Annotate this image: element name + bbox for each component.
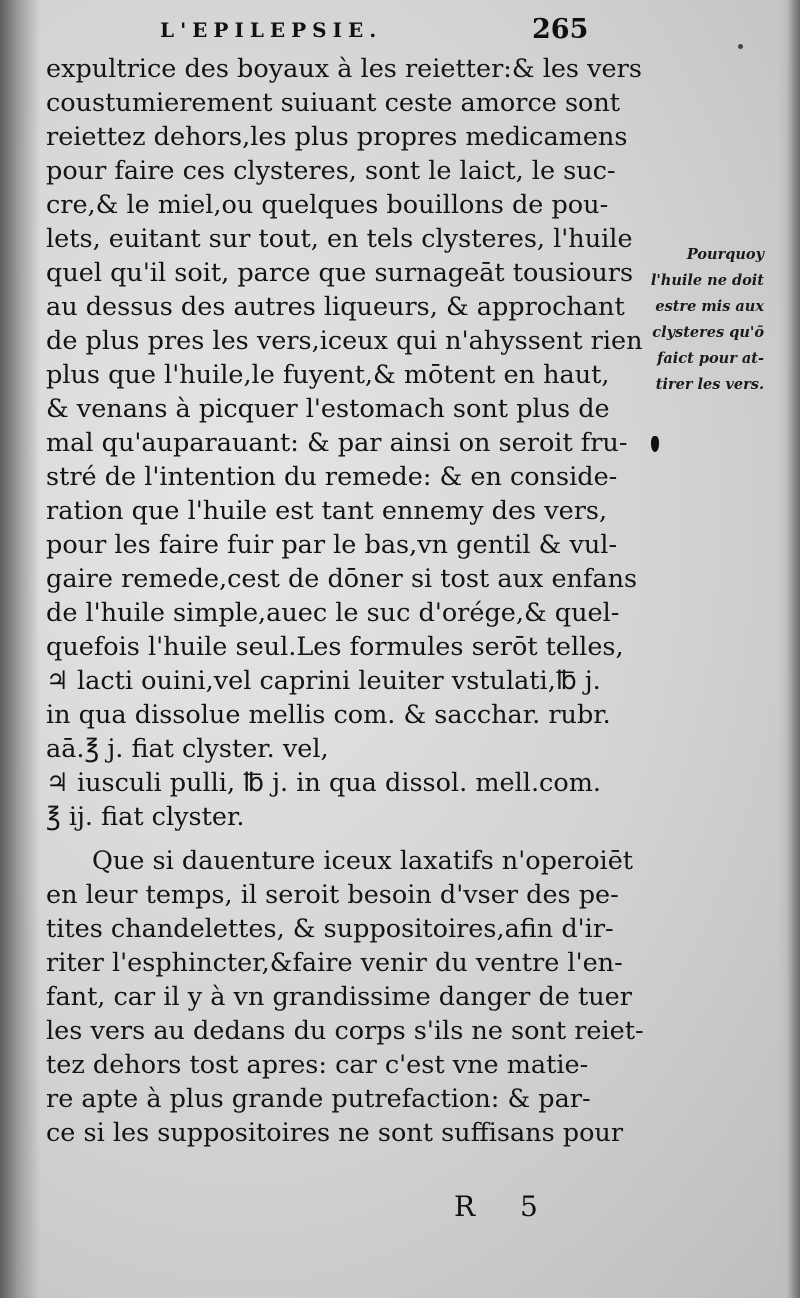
text-line: ration que l'huile est tant ennemy des vers, — [46, 496, 608, 526]
text-line: tez dehors tost apres: car c'est vne matie- — [46, 1050, 589, 1080]
text-line: Que si dauenture iceux laxatifs n'operoiēt — [92, 846, 634, 876]
text-line: de plus pres les vers,iceux qui n'ahyssent rien — [46, 326, 643, 356]
text-line: tites chandelettes, & suppositoires,afin d'ir- — [46, 914, 614, 944]
margin-note-line: l'huile ne doit — [650, 272, 764, 289]
recipe-line: in qua dissolue mellis com. & sacchar. rubr. — [46, 700, 611, 730]
ink-mark — [651, 436, 659, 452]
text-line: fant, car il y à vn grandissime danger de tuer — [46, 982, 632, 1012]
text-line: pour les faire fuir par le bas,vn gentil & vul- — [46, 530, 618, 560]
text-line: quefois l'huile seul.Les formules serōt telles, — [46, 632, 624, 662]
main-text — [46, 52, 644, 1150]
recipe-line: ℥ ij. fiat clyster. — [46, 802, 245, 832]
page-number: 265 — [532, 14, 589, 45]
text-line: re apte à plus grande putrefaction: & par- — [46, 1084, 591, 1114]
page-edge — [778, 0, 800, 1298]
text-line: expultrice des boyaux à les reietter:& les vers — [46, 54, 642, 84]
page-header — [160, 16, 590, 50]
text-line: cre,& le miel,ou quelques bouillons de pou- — [46, 190, 609, 220]
margin-note-line: tirer les vers. — [655, 376, 764, 393]
text-line: reiettez dehors,les plus propres medicamens — [46, 122, 628, 152]
margin-note-line: estre mis aux — [655, 298, 764, 315]
text-line: mal qu'auparauant: & par ainsi on seroit fru- — [46, 428, 628, 458]
text-line: gaire remede,cest de dōner si tost aux enfans — [46, 564, 638, 594]
recipe-line: ♃ iusculi pulli, ℔ j. in qua dissol. mell.com. — [46, 768, 601, 798]
text-line: lets, euitant sur tout, en tels clysteres, l'huile — [46, 224, 633, 254]
marginal-note — [596, 242, 764, 398]
text-line: quel qu'il soit, parce que surnageāt tousiours — [46, 258, 634, 288]
margin-note-line: faict pour at- — [657, 350, 764, 367]
text-line: coustumierement suiuant ceste amorce sont — [46, 88, 621, 118]
text-line: plus que l'huile,le fuyent,& mōtent en haut, — [46, 360, 610, 390]
margin-note-line: Pourquoy — [686, 246, 764, 263]
gutter-shadow — [0, 0, 40, 1298]
signature-mark: R 5 — [454, 1190, 556, 1223]
text-line: en leur temps, il seroit besoin d'vser des pe- — [46, 880, 619, 910]
text-line: les vers au dedans du corps s'ils ne sont reiet- — [46, 1016, 644, 1046]
text-line: pour faire ces clysteres, sont le laict, le suc- — [46, 156, 616, 186]
text-line: riter l'esphincter,&faire venir du ventre l'en- — [46, 948, 623, 978]
recipe-line: aā.℥ j. fiat clyster. vel, — [46, 734, 329, 764]
text-line: stré de l'intention du remede: & en conside- — [46, 462, 618, 492]
text-line: au dessus des autres liqueurs, & approchant — [46, 292, 625, 322]
text-line: & venans à picquer l'estomach sont plus de — [46, 394, 610, 424]
text-line: de l'huile simple,auec le suc d'orége,& quel- — [46, 598, 620, 628]
recipe-line: ♃ lacti ouini,vel caprini leuiter vstulati,℔ j. — [46, 666, 601, 696]
ink-spot — [738, 44, 743, 49]
running-head: L'EPILEPSIE. — [160, 18, 383, 42]
text-line: ce si les suppositoires ne sont suffisans pour — [46, 1118, 624, 1148]
margin-note-line: clysteres qu'ō — [652, 324, 764, 341]
